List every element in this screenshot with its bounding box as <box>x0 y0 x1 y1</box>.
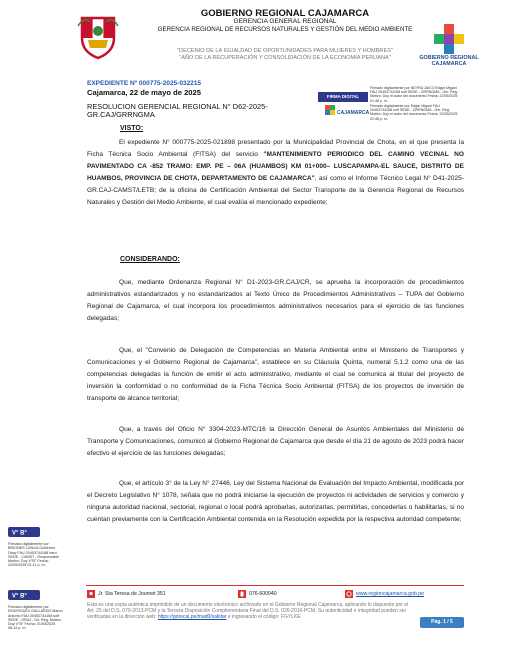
footer-address-text: Jr. Sta Teresa de Journet 351 <box>98 591 166 597</box>
footer-authenticity-note <box>87 602 417 621</box>
firma-digital-stamp: FIRMA DIGITAL <box>318 92 368 102</box>
header-subtitle-rrnn: GERENCIA REGIONAL DE RECURSOS NATURALES Y GESTIÓN DEL MEDIO AMBIENTE <box>157 26 413 33</box>
considerando-heading: CONSIDERANDO: <box>120 256 180 263</box>
header-subtitle-general: GERENCIA GENERAL REGIONAL <box>233 18 337 25</box>
paragraph-considerando-2: Que, el "Convenio de Delegación de Competencias en Materia Ambiental entre el Ministerio de Transportes y Comunicaciones y el Gobierno Regional de Cajamarca", establece en su Cláusula Quinta, numeral 5.1.2 como una de las competencias delegadas la función de emitir el acto administrativo, mediante el cual se comunica al titular del proyecto de inversión la conformidad o no conformidad de la Ficha Técnica Socio Ambiental (FITSA) de los proyectos de inversión de transporte de alcance territorial; <box>87 347 464 402</box>
signature-vb-2 <box>8 587 64 631</box>
expediente-number: EXPEDIENTE Nº 000775-2025-032215 <box>87 80 202 87</box>
paragraph-visto <box>87 137 464 209</box>
footer-note-code: e ingresando el código: FGYLKE <box>226 614 301 621</box>
globe-icon <box>345 590 353 598</box>
decenio-line-2: "AÑO DE LA RECUPERACIÓN Y CONSOLIDACIÓN DE LA ECONOMÍA PERUANA" <box>179 54 391 61</box>
signature-vb-1-text: Firmado digitalmente por BRIONES LONGA Guillermo Dacy FAU 20453744168 hard SEDE - CAMST - Responsable Motivo: Doy V°B° Fecha: 22/05/2025 01:11 p. m. <box>8 542 59 568</box>
signature-vb-1 <box>8 524 64 568</box>
paragraph-considerando-3: Que, a través del Oficio N° 3304-2023-MTC/16 la Dirección General de Asuntos Ambientales del Ministerio de Transporte y Comunicaciones, comunicó al Gobierno Regional de Cajamarca que desde el día 21 de agosto de 2023 podrá hacer efectivo el ejercicio de las funciones delegadas; <box>87 426 464 457</box>
footer-website[interactable] <box>345 590 424 598</box>
vb-badge-2: V° B° <box>12 593 27 600</box>
signature-vb-2-text: Firmado digitalmente por RODRIGUEZ GALLARDO Marco Antonio FAU 20453744168 soft SEDE - ORAJ - Dir. Reg. Motivo: Doy V°B° Fecha: 21/05/2025 06:14 p. m. <box>8 605 63 631</box>
document-date: Cajamarca, 22 de mayo de 2025 <box>87 88 201 97</box>
firma-logo-caption: CAJAMARCA <box>337 110 370 116</box>
footer-note-text: Esta es una copia auténtica imprimible de un documento electrónico archivado en el Gobierno Regional Cajamarca, aplicando lo dispuesto por el Art. 25 del D.S. 070-2013-PCM y la Tercera Disposición Complementaria Final del D.S. 026-2016-PCM. Su autenticidad e integridad pueden ser verificadas en la dirección web: <box>87 602 409 621</box>
paragraph-visto-part-3: , así como el Informe Técnico Legal N° D41-2025-GR.CAJ-CAMST/LETB; de la oficina de Certificación Ambiental del Sector Transporte de la Gerencia Regional de Recursos Naturales y Gestión del Medio Ambiente, el cual evalúa el mencionado expediente; <box>87 175 464 206</box>
visto-heading: VISTO: <box>120 125 144 132</box>
cajamarca-logo-caption: GOBIERNO REGIONAL CAJAMARCA <box>419 55 479 67</box>
decenio-motto <box>120 48 450 62</box>
vb-badge-1: V° B° <box>12 530 27 537</box>
footer-validation-link[interactable]: https://goreca|.pe/mad0/validar <box>157 614 227 621</box>
paragraph-visto-service-name: "MANTENIMIENTO PERIODICO DEL CAMINO VECINAL NO PAVIMENTADO CA -852 TRAMO: EMP. PE – 06A (HUAMBOS) KM 01+000– LUSCAPAMPA-EL SAUCE, DISTRITO DE HUAMBOS, PROVINCIA DE CHOTA, DEPARTAMENTO DE CAJAMARCA" <box>87 151 464 182</box>
paragraph-considerando-1: Que, mediante Ordenanza Regional N° D1-2023-GR.CAJ/CR, se aprueba la incorporación de procedimientos administrativos estandarizados y no estandarizados al Texto Único de Procedimientos Administrativos – TUPA del Gobierno Regional de Cajamarca, el cual incorpora los procedimientos administrativos necesarios para el ejercicio de las funciones delegadas; <box>87 279 464 322</box>
vb-stamp-icon <box>8 527 40 537</box>
footer-phone <box>238 590 277 598</box>
location-pin-icon <box>87 590 95 598</box>
header-title: GOBIERNO REGIONAL CAJAMARCA <box>200 8 370 19</box>
firma-digital-text-top: Firmado digitalmente por NEYRA JAICO Edgar Miguel FAU 20453744168 soft SEDE - GRRNGMA - Ger. Reg. Motivo: Doy el autor del documento Fecha: 22/05/2025 01:48 p. m. <box>370 86 458 103</box>
peru-coat-of-arms-logo <box>78 14 118 60</box>
firma-cajamarca-logo <box>323 103 370 119</box>
phone-icon <box>238 590 246 598</box>
page-number-badge: Pág. 1 / 5 <box>420 617 464 628</box>
decenio-line-1: "DECENIO DE LA IGUALDAD DE OPORTUNIDADES PARA MUJERES Y HOMBRES" <box>177 48 393 54</box>
paragraph-visto-part-1: El expediente N° 000775-2025-021898 presentado por la Municipalidad Provincial de Chota, en el que presenta la Ficha Técnica Socio Ambiental (FITSA) del servicio <box>87 139 464 158</box>
paragraph-considerando-4: Que, el artículo 3° de la Ley N° 27446, Ley del Sistema Nacional de Evaluación del Impacto Ambiental, modificada por el Decreto Legislativo N° 1078, señala que no podrá iniciarse la ejecución de proyectos ni actividades de servicios y comercio y ninguna autoridad nacional, sectorial, regional o local podrá aprobarlas, autorizarlas, permitirlas, concederlas o habilitarlas, si no cuentan previamente con la Certificación Ambiental contenida en la Resolución expedida por la respectiva autoridad competente; <box>87 480 464 523</box>
footer-divider <box>86 585 464 586</box>
footer-address <box>87 590 166 598</box>
vb-stamp-icon <box>8 590 40 600</box>
firma-digital-text-mid: Firmado digitalmente por Edgar Miguel FAU 20453744168 soft SEDE - GRRNGMA - Ger. Reg. Motivo: Doy el autor del documento Fecha: 22/05/2025 01:48 p. m. <box>370 104 458 121</box>
resolution-number: RESOLUCION GERENCIAL REGIONAL N° D62-2025-GR.CAJ/GRRNGMA <box>87 102 268 119</box>
footer-phone-text: 076-600040 <box>249 591 277 597</box>
footer-website-link[interactable]: www.regioncajamarca.gob.pe <box>356 591 425 597</box>
